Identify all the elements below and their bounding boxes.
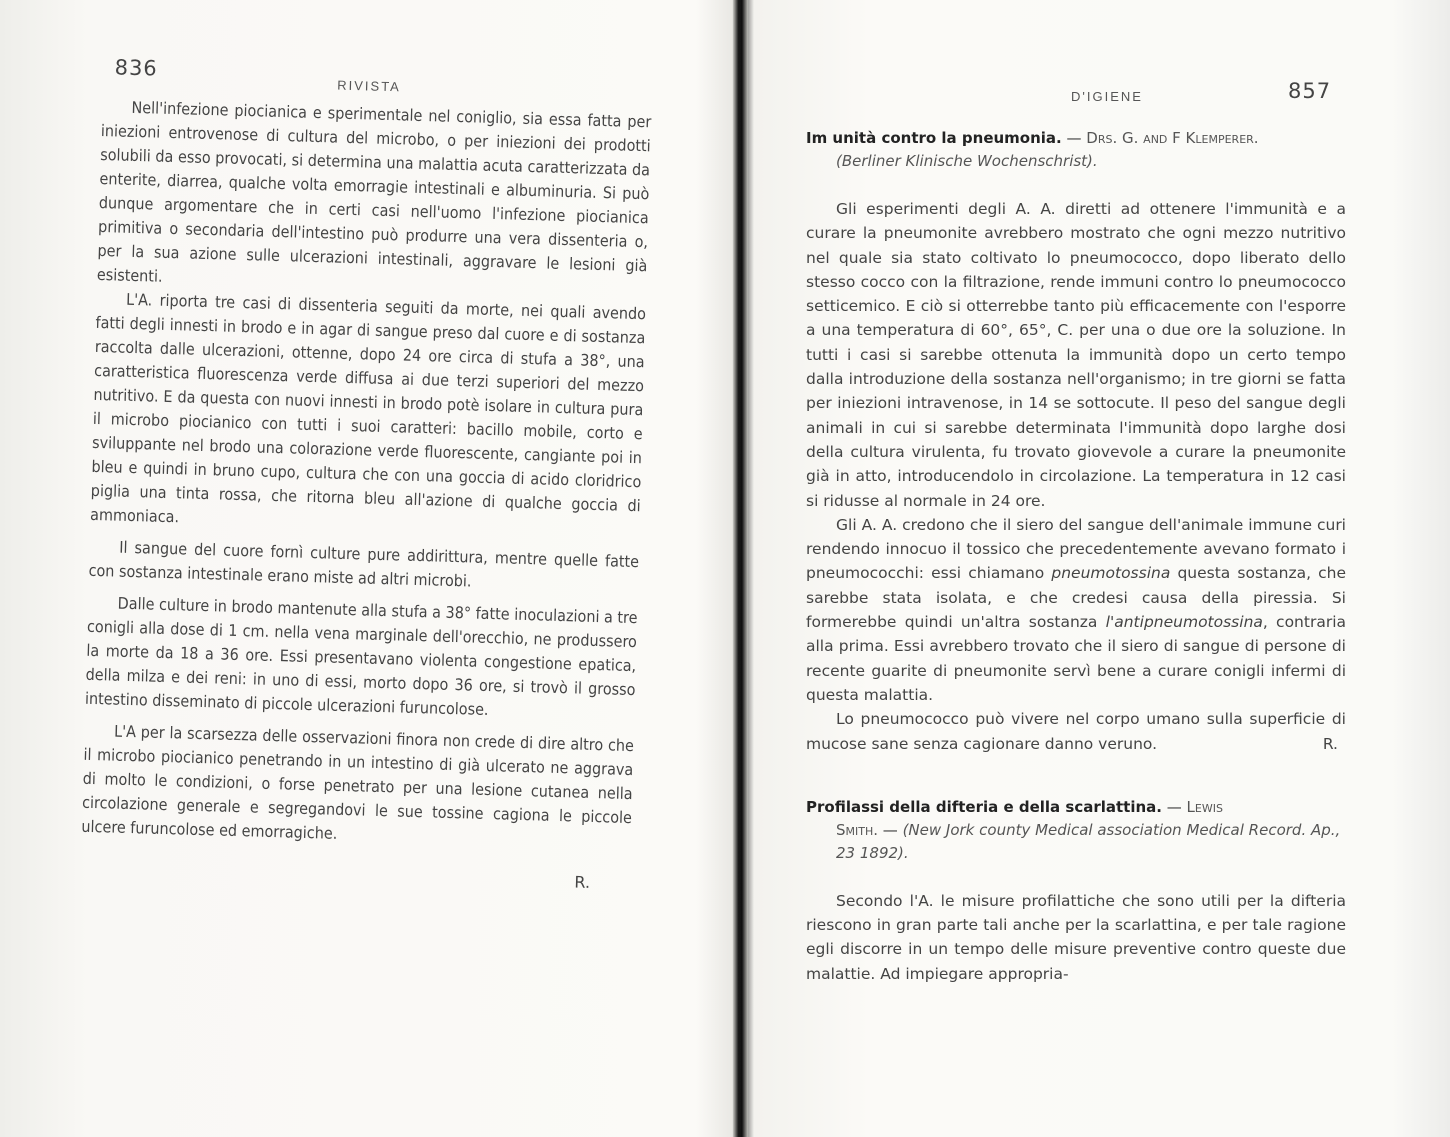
article-body — [806, 197, 1346, 756]
article-source: (New Jork county Medical association Medical Record. Ap., 23 1892). — [836, 820, 1341, 862]
paragraph-text: Gli A. A. credono che il siero del sangue dell'animale immune curi rendendo innocuo il tossico che precedentemente avevano formato i pneumococchi: essi chiamano — [806, 515, 1346, 583]
signoff: R. — [574, 872, 591, 892]
article-authors: Lewis — [1186, 797, 1223, 816]
paragraph — [806, 707, 1346, 756]
page-number: 857 — [1288, 79, 1332, 103]
article-title: Im unità contro la pneumonia. — [806, 129, 1062, 147]
running-head: RIVISTA — [337, 77, 402, 95]
term-antipneumotossina: l'antipneumotossina — [1105, 613, 1263, 632]
article-authors: Drs. G. and F Klemperer. — [1086, 129, 1259, 147]
article-authors: Smith. — [836, 820, 879, 839]
paragraph: Secondo l'A. le misure profilattiche che sono utili per la difteria riescono in gran parte tali anche per la scarlattina, e per tale ragione egli discorre in un tempo delle misure preventive contro queste due malattie. Ad impiegare appropria- — [806, 891, 1346, 983]
article-body — [806, 889, 1346, 986]
paragraph-text: questa sostanza, che sarebbe stata isolata, e che credesi causa della piressia. Si formerebbe quindi un'altra sostanza — [806, 564, 1346, 632]
paragraph — [806, 513, 1346, 707]
paragraph: Gli esperimenti degli A. A. diretti ad ottenere l'immunità e a curare la pneumonite avrebbero mostrato che ogni mezzo nutritivo nel quale sia stato coltivato lo pneumococco, dopo liberato dello stesso cocco con la filtrazione, rende immuni contro lo pneumococco setticemico. E ciò si otterrebbe tanto più efficacemente con l'esporre a una temperatura di 60°, 65°, C. per una o due ore la soluzione. In tutti i casi si sarebbe ottenuta la immunità dopo un certo tempo dalla introduzione della sostanza nell'organismo; in tre giorni se fatta per iniezioni intravenose, in 14 se sottocute. Il peso del sangue degli animali in cui si sarebbe determinata l'immunità dopo larghe dosi della cultura virulenta, fu trovato giovevole a curare la pneumonite già in atto, introducendolo in circolazione. La temperatura in 12 casi si ridusse al normale in 24 ore. — [806, 200, 1346, 510]
right-page — [748, 0, 1450, 1137]
article-heading — [806, 127, 1346, 173]
paragraph-text: , contraria alla prima. Essi avrebbero trovato che il siero di sangue di persone di recente guarite di pneumonite servì bene a curare conigli infermi di questa malattia. — [806, 613, 1347, 704]
article-title: Profilassi della difteria e della scarlattina. — [806, 797, 1162, 816]
paragraph: Il sangue del cuore fornì culture pure addirittura, mentre quelle fatte con sostanza intestinale erano miste ad altri microbi. — [88, 537, 640, 591]
paragraph-text: Lo pneumococco può vivere nel corpo umano sulla superficie di mucose sane senza cagionare danno veruno. — [806, 710, 1346, 753]
title-dash: — — [1061, 129, 1087, 147]
article-source: (Berliner Klinische Wochenschrist). — [836, 152, 1098, 170]
paragraph: L'A per la scarsezza delle osservazioni finora non crede di dire altro che il microbo piocianico penetrando in un intestino di già ulcerato ne aggrava di molto le condizioni, o forse penetrato per una lesione cutanea nella circolazione generale e segregandovi le sue tossine cagiona le piccole ulcere furuncolose ed emorragiche. — [81, 721, 635, 843]
article-heading — [806, 796, 1346, 865]
right-page-header — [806, 77, 1346, 117]
signoff: R. — [1322, 734, 1338, 753]
paragraph: Nell'infezione piocianica e sperimentale nel coniglio, sia essa fatta per iniezioni entrovenose di cultura del microbo, o per iniezioni dei prodotti solubili da esso provocati, si determina una malattia acuta caratterizzata da enterite, diarrea, qualche volta emorragie intestinali e albuminuria. Si può dunque argomentare che in certi casi nell'uomo l'infezione piocianica primitiva o secondaria dell'intestino può produrre una vera dissenteria o, per la sua azione sulle ulcerazioni intestinali, aggravare le lesioni già esistenti. — [96, 97, 652, 286]
book-gutter — [733, 0, 748, 1137]
page-number: 836 — [114, 55, 159, 81]
term-pneumotossina: pneumotossina — [1051, 564, 1171, 583]
paragraph: Dalle culture in brodo mantenute alla stufa a 38° fatte inoculazioni a tre conigli alla dose di 1 cm. nella vena marginale dell'orecchio, ne produssero la morte da 18 a 36 ore. Essi presentavano violenta congestione epatica, della milza e dei reni: in uno di essi, morto dopo 36 ore, si trovò il grosso intestino disseminato di piccole ulcerazioni furuncolose. — [84, 593, 638, 720]
paragraph: L'A. riporta tre casi di dissenteria seguiti da morte, nei quali avendo fatti degli innesti in brodo e in agar di sangue preso dal cuore e di sostanza raccolta dalle ulcerazioni, ottenne, dopo 24 ore circa di stufa a 38°, una caratteristica fluorescenza verde diffusa ai due terzi superiori del mezzo nutritivo. E da questa con nuovi innesti in brodo potè isolare in cultura pura il microbo piocianico con tutti i suoi caratteri: bacillo mobile, corto e sviluppante nel brodo una colorazione verde fluorescente, cangiante poi in bleu e quindi in bruno cupo, cultura che con una goccia di acido cloridrico piglia una tinta rossa, che ritorna bleu all'azione di qualche goccia di ammoniaca. — [89, 289, 647, 527]
title-dash: — — [882, 820, 898, 839]
article-source-line — [806, 819, 1346, 865]
article-source-line — [806, 150, 1346, 173]
title-dash: — — [1162, 797, 1187, 816]
right-page-content — [806, 77, 1346, 986]
left-page-content — [80, 55, 653, 893]
left-page-body — [81, 95, 652, 854]
running-head: D'IGIENE — [1071, 89, 1143, 104]
second-article — [806, 796, 1346, 986]
